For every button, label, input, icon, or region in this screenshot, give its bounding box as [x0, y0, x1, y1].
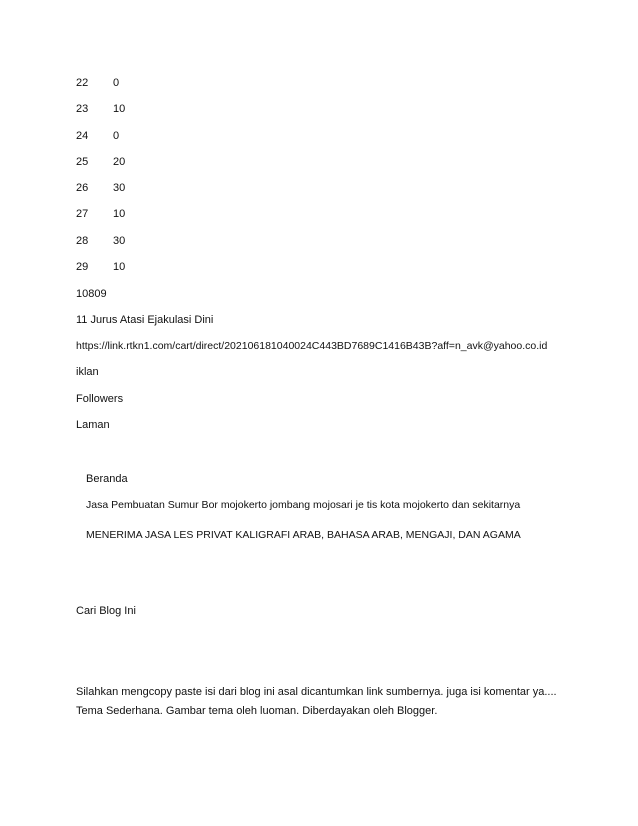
row-day: 22 — [76, 77, 89, 89]
row-day: 29 — [76, 261, 89, 273]
row-value: 10 — [113, 261, 126, 273]
laman-heading: Laman — [76, 419, 110, 431]
row-value: 10 — [113, 208, 126, 220]
row-day: 28 — [76, 235, 89, 247]
row-value: 10 — [113, 103, 126, 115]
post-title-link[interactable]: 11 Jurus Atasi Ejakulasi Dini — [76, 314, 214, 326]
footer-attribution: Silahkan mengcopy paste isi dari blog ini asal dicantumkan link sumbernya. juga isi komentar ya.... Tema Sederhana. Gambar tema oleh luoman. Diberdayakan oleh Blogger. — [76, 686, 557, 717]
search-blog-heading: Cari Blog Ini — [76, 605, 136, 617]
iklan-label: iklan — [76, 366, 99, 378]
total-count: 10809 — [76, 288, 107, 300]
row-day: 27 — [76, 208, 89, 220]
row-day: 26 — [76, 182, 89, 194]
row-day: 25 — [76, 156, 89, 168]
row-day: 24 — [76, 130, 89, 142]
nav-link-jasa-sumur-bor[interactable]: Jasa Pembuatan Sumur Bor mojokerto jombang mojosari je tis kota mojokerto dan sekitarnya — [86, 499, 521, 511]
row-value: 0 — [113, 130, 120, 142]
row-day: 23 — [76, 103, 89, 115]
row-value: 20 — [113, 156, 126, 168]
affiliate-url-link[interactable]: https://link.rtkn1.com/cart/direct/202106181040024C443BD7689C1416B43B?aff=n_avk@yahoo.co.id — [76, 340, 548, 352]
row-value: 0 — [113, 77, 120, 89]
row-value: 30 — [113, 182, 126, 194]
nav-link-beranda[interactable]: Beranda — [86, 473, 128, 485]
row-value: 30 — [113, 235, 126, 247]
nav-link-les-privat[interactable]: MENERIMA JASA LES PRIVAT KALIGRAFI ARAB, BAHASA ARAB, MENGAJI, DAN AGAMA — [86, 529, 521, 541]
followers-heading: Followers — [76, 393, 124, 405]
